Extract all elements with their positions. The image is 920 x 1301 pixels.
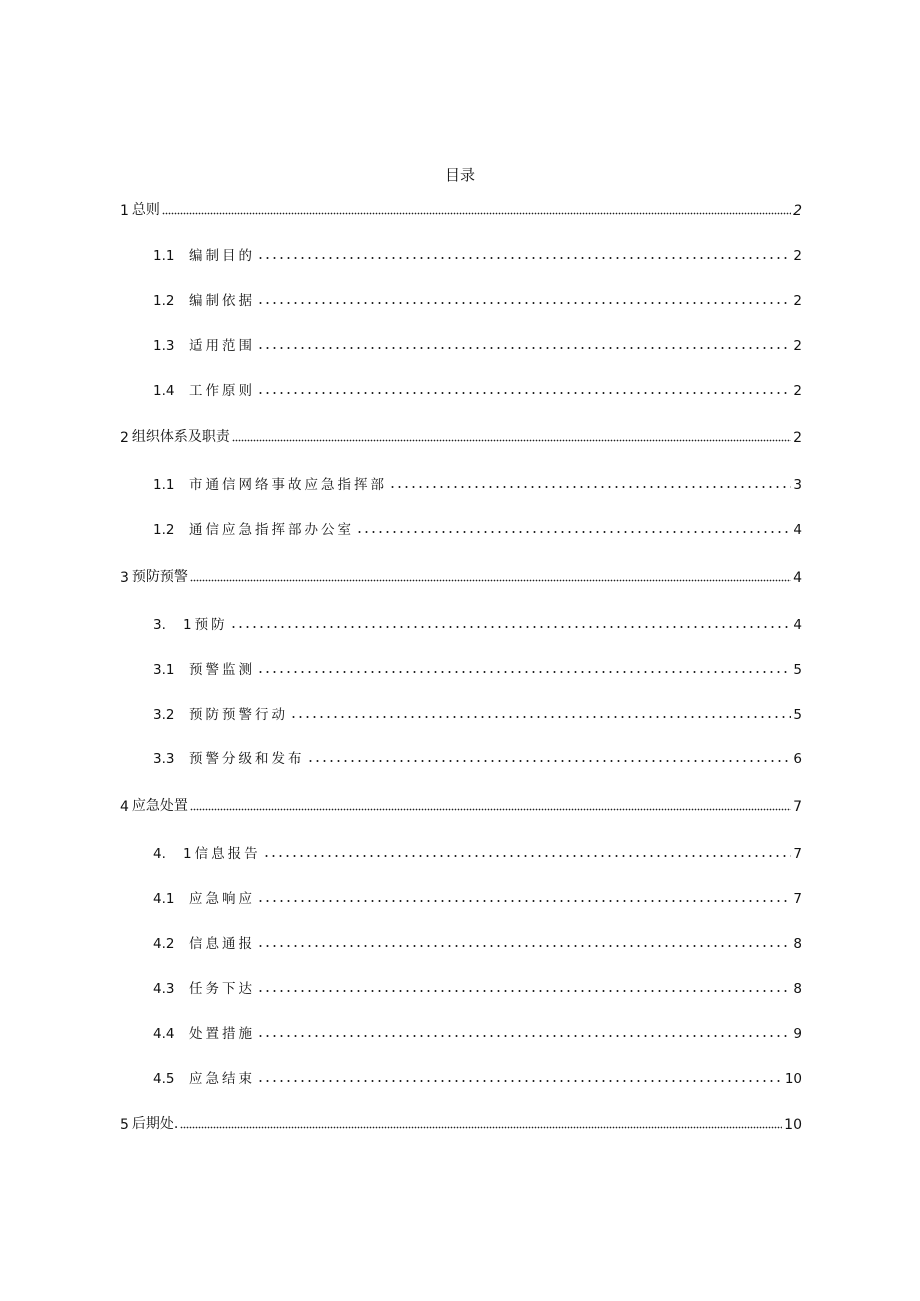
toc-entry-4[interactable]	[120, 793, 802, 815]
toc-entry-number: 3.1	[153, 662, 175, 678]
toc-entry-title: 后期处.	[131, 1116, 179, 1132]
dot-leader	[257, 891, 791, 903]
toc-entry-4-1[interactable]	[153, 885, 802, 907]
toc-entry-title: 工作原则	[189, 383, 255, 399]
toc-entry-number: 4.	[153, 846, 166, 862]
toc-entry-page: 10	[784, 1071, 802, 1087]
dot-leader	[389, 477, 791, 489]
dot-leader	[290, 707, 791, 719]
toc-entry-page: 5	[793, 707, 802, 723]
toc-entry-title: 适用范围	[189, 338, 255, 354]
toc-entry-page: 2	[793, 203, 802, 219]
dot-leader	[257, 293, 791, 305]
toc-entry-3-0[interactable]	[153, 611, 802, 633]
toc-entry-1[interactable]	[120, 197, 802, 219]
dot-leader	[257, 936, 791, 948]
toc-entry-number: 3.	[153, 617, 166, 633]
toc-entry-page: 2	[793, 248, 802, 264]
toc-entry-title: 1预防	[183, 617, 228, 633]
dot-leader	[180, 1117, 782, 1129]
toc-entry-3-3[interactable]	[153, 745, 802, 767]
toc-entry-title: 预警分级和发布	[189, 751, 305, 767]
toc-entry-number: 4.1	[153, 891, 175, 907]
toc-entry-title: 应急结束	[189, 1071, 255, 1087]
dot-leader	[232, 430, 791, 442]
toc-entry-page: 2	[793, 430, 802, 446]
toc-entry-page: 8	[793, 981, 802, 997]
toc-entry-4-2[interactable]	[153, 930, 802, 952]
toc-entry-4-0[interactable]	[153, 840, 802, 862]
toc-entry-number: 5	[120, 1117, 129, 1133]
dot-leader	[257, 1026, 791, 1038]
toc-entry-number: 4.2	[153, 936, 175, 952]
toc-entry-number: 3	[120, 570, 129, 586]
dot-leader	[257, 662, 791, 674]
toc-entry-number: 3.2	[153, 707, 175, 723]
toc-entry-title: 通信应急指挥部办公室	[189, 522, 354, 538]
dot-leader	[162, 203, 791, 215]
toc-entry-number: 2	[120, 430, 129, 446]
toc-entry-page: 7	[793, 891, 802, 907]
toc-entry-page: 8	[793, 936, 802, 952]
toc-entry-number: 1.3	[153, 338, 175, 354]
toc-entry-title: 预防预警	[131, 569, 188, 585]
toc-entry-title: 预警监测	[189, 662, 255, 678]
toc-entry-4-5[interactable]	[153, 1065, 802, 1087]
dot-leader	[257, 383, 791, 395]
toc-entry-title: 应急处置	[131, 798, 188, 814]
toc-entry-title: 预防预警行动	[189, 707, 288, 723]
toc-entry-title: 应急响应	[189, 891, 255, 907]
toc-entry-page: 6	[793, 751, 802, 767]
toc-entry-3-2[interactable]	[153, 701, 802, 723]
toc-entry-title: 处置措施	[189, 1026, 255, 1042]
toc-entry-1-2[interactable]	[153, 287, 802, 309]
dot-leader	[190, 799, 791, 811]
toc-entry-title: 编制目的	[189, 248, 255, 264]
toc-entry-number: 3.3	[153, 751, 175, 767]
toc-entry-number: 1.1	[153, 248, 175, 264]
toc-entry-title: 编制依据	[189, 293, 255, 309]
toc-entry-4-4[interactable]	[153, 1020, 802, 1042]
toc-entry-page: 9	[793, 1026, 802, 1042]
dot-leader	[356, 522, 791, 534]
dot-leader	[257, 1071, 783, 1083]
dot-leader	[257, 338, 791, 350]
toc-entry-2-2[interactable]	[153, 516, 802, 538]
toc-entry-page: 5	[793, 662, 802, 678]
toc-entry-number: 4.3	[153, 981, 175, 997]
toc-entry-title: 任务下达	[189, 981, 255, 997]
toc-entry-number: 1	[120, 203, 129, 219]
toc-entry-1-1[interactable]	[153, 242, 802, 264]
toc-entry-title: 1信息报告	[183, 846, 261, 862]
dot-leader	[257, 248, 791, 260]
toc-entry-title: 总则	[131, 202, 160, 218]
toc-entry-5[interactable]	[120, 1111, 802, 1133]
dot-leader	[230, 617, 792, 629]
page-title: 目录	[444, 166, 475, 184]
dot-leader	[190, 570, 791, 582]
toc-entry-number: 4.5	[153, 1071, 175, 1087]
toc-entry-page: 4	[793, 570, 802, 586]
toc-entry-3-1[interactable]	[153, 656, 802, 678]
toc-entry-1-4[interactable]	[153, 377, 802, 399]
toc-entry-page: 2	[793, 293, 802, 309]
toc-entry-3[interactable]	[120, 564, 802, 586]
dot-leader	[263, 846, 792, 858]
toc-entry-page: 7	[793, 846, 802, 862]
toc-entry-page: 2	[793, 338, 802, 354]
toc-entry-page: 2	[793, 383, 802, 399]
toc-entry-2[interactable]	[120, 424, 802, 446]
toc-entry-number: 1.1	[153, 477, 175, 493]
toc-entry-title: 市通信网络事故应急指挥部	[189, 477, 387, 493]
toc-entry-4-3[interactable]	[153, 975, 802, 997]
toc-entry-page: 10	[784, 1117, 802, 1133]
toc-entry-number: 1.2	[153, 522, 175, 538]
toc-entry-number: 1.4	[153, 383, 175, 399]
dot-leader	[307, 751, 792, 763]
dot-leader	[257, 981, 791, 993]
toc-entry-page: 4	[793, 617, 802, 633]
toc-entry-number: 4.4	[153, 1026, 175, 1042]
toc-entry-title: 信息通报	[189, 936, 255, 952]
toc-entry-page: 4	[793, 522, 802, 538]
toc-entry-number: 1.2	[153, 293, 175, 309]
toc-entry-2-1[interactable]	[153, 471, 802, 493]
toc-entry-title: 组织体系及职责	[131, 429, 230, 445]
toc-entry-number: 4	[120, 799, 129, 815]
toc-entry-page: 3	[793, 477, 802, 493]
toc-entry-1-3[interactable]	[153, 332, 802, 354]
toc-entry-page: 7	[793, 799, 802, 815]
